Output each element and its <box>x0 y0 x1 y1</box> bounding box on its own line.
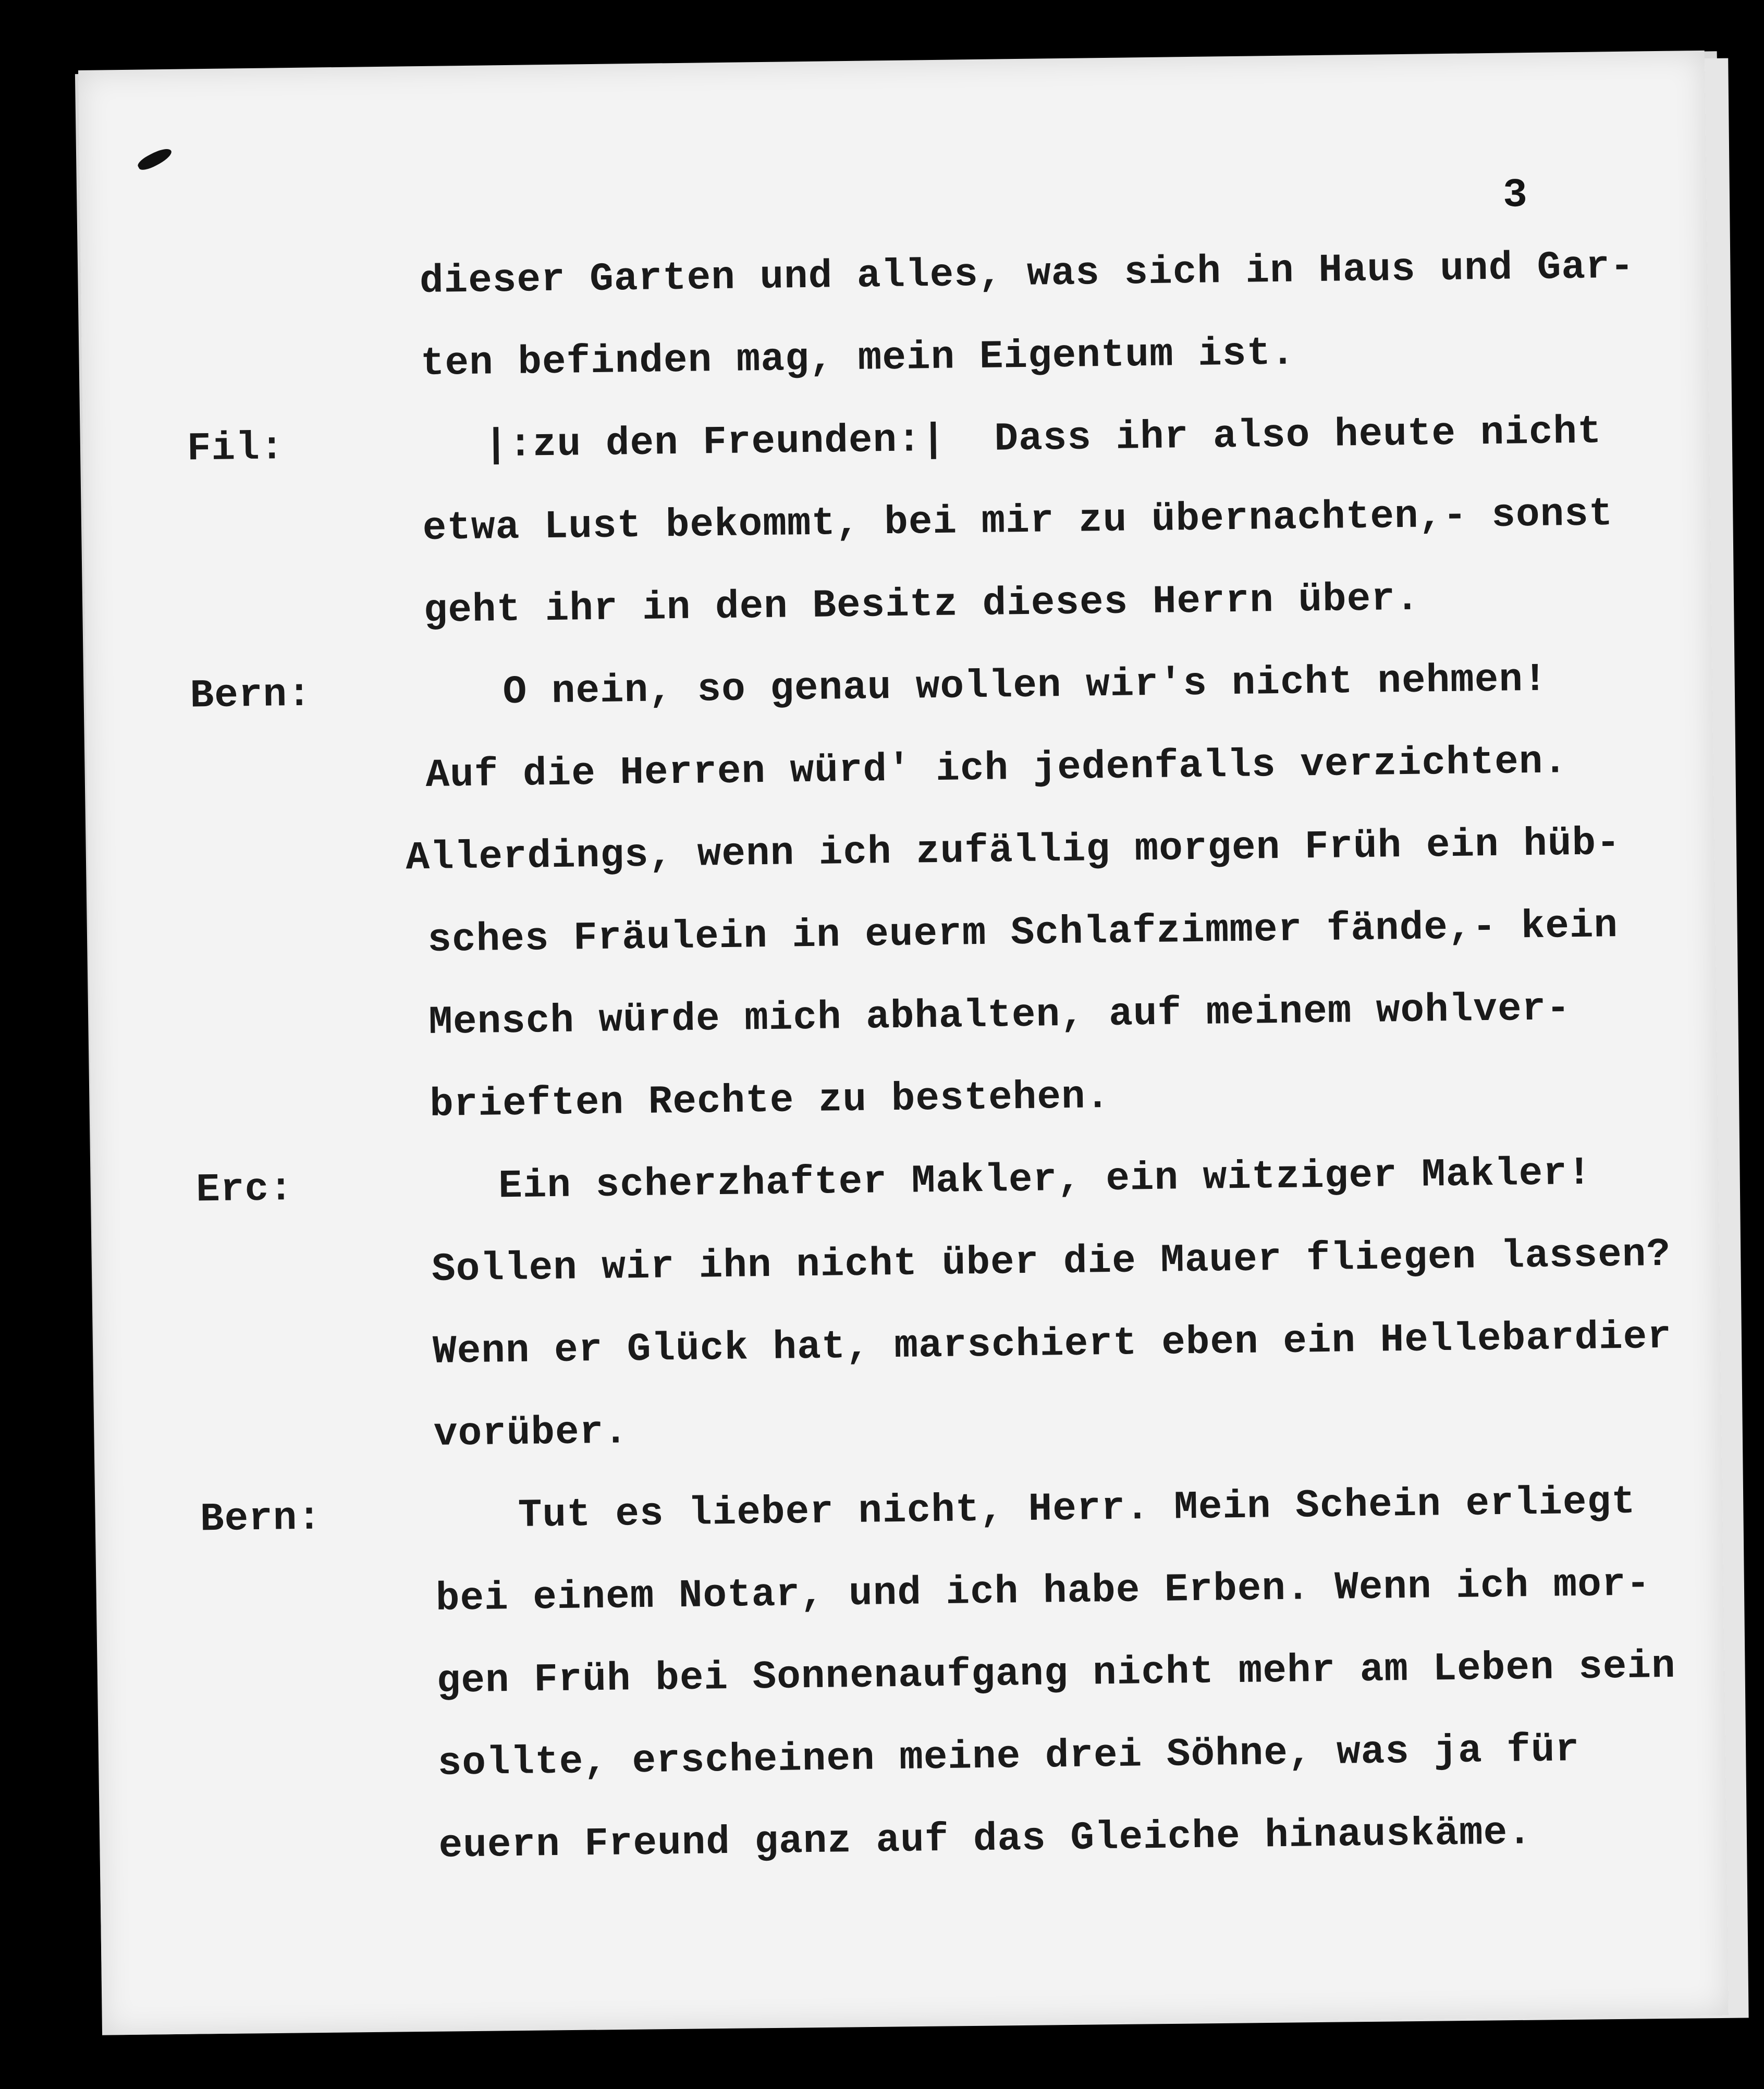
typewritten-page <box>78 51 1729 2035</box>
text-line: Ein scherzhafter Makler, ein witziger Makler! <box>498 1150 1592 1209</box>
ink-mark <box>136 145 174 174</box>
text-line: Auf die Herren würd' ich jedenfalls verzichten. <box>425 739 1568 798</box>
text-line: Mensch würde mich abhalten, auf meinem wohlver- <box>428 986 1571 1045</box>
text-line: etwa Lust bekommt, bei mir zu übernachten,- sonst <box>422 491 1613 551</box>
text-line: ten befinden mag, mein Eigentum ist. <box>420 330 1296 387</box>
text-line: sollte, erscheinen meine drei Söhne, was ja für <box>437 1727 1580 1786</box>
text-line: Sollen wir ihn nicht über die Mauer fliegen lassen? <box>431 1232 1671 1292</box>
text-line: geht ihr in den Besitz dieses Herrn über. <box>423 576 1420 633</box>
text-line: O nein, so genau wollen wir's nicht nehmen! <box>503 657 1548 715</box>
text-line: bei einem Notar, und ich habe Erben. Wenn ich mor- <box>435 1562 1651 1621</box>
text-line: euern Freund ganz auf das Gleiche hinauskäme. <box>438 1810 1533 1869</box>
text-line: sches Fräulein in euerm Schlafzimmer fände,- kein <box>427 903 1619 963</box>
text-line: brieften Rechte zu bestehen. <box>429 1074 1110 1127</box>
speaker-label: Fil: <box>187 425 285 472</box>
text-line: Tut es lieber nicht, Herr. Mein Schein erliegt <box>518 1479 1636 1538</box>
text-line: vorüber. <box>433 1409 629 1457</box>
speaker-label: Erc: <box>195 1166 294 1213</box>
speaker-label: Bern: <box>190 672 312 719</box>
text-line: gen Früh bei Sonnenaufgang nicht mehr am Leben sein <box>436 1643 1676 1704</box>
page-number: 3 <box>1502 173 1528 219</box>
text-line: dieser Garten und alles, was sich in Haus und Gar- <box>419 244 1635 304</box>
text-line: Wenn er Glück hat, marschiert eben ein Hellebardier <box>432 1314 1672 1374</box>
text-line: |:zu den Freunden:| Dass ihr also heute nicht <box>484 409 1602 468</box>
speaker-label: Bern: <box>200 1495 322 1542</box>
text-line: Allerdings, wenn ich zufällig morgen Früh ein hüb- <box>405 820 1621 881</box>
